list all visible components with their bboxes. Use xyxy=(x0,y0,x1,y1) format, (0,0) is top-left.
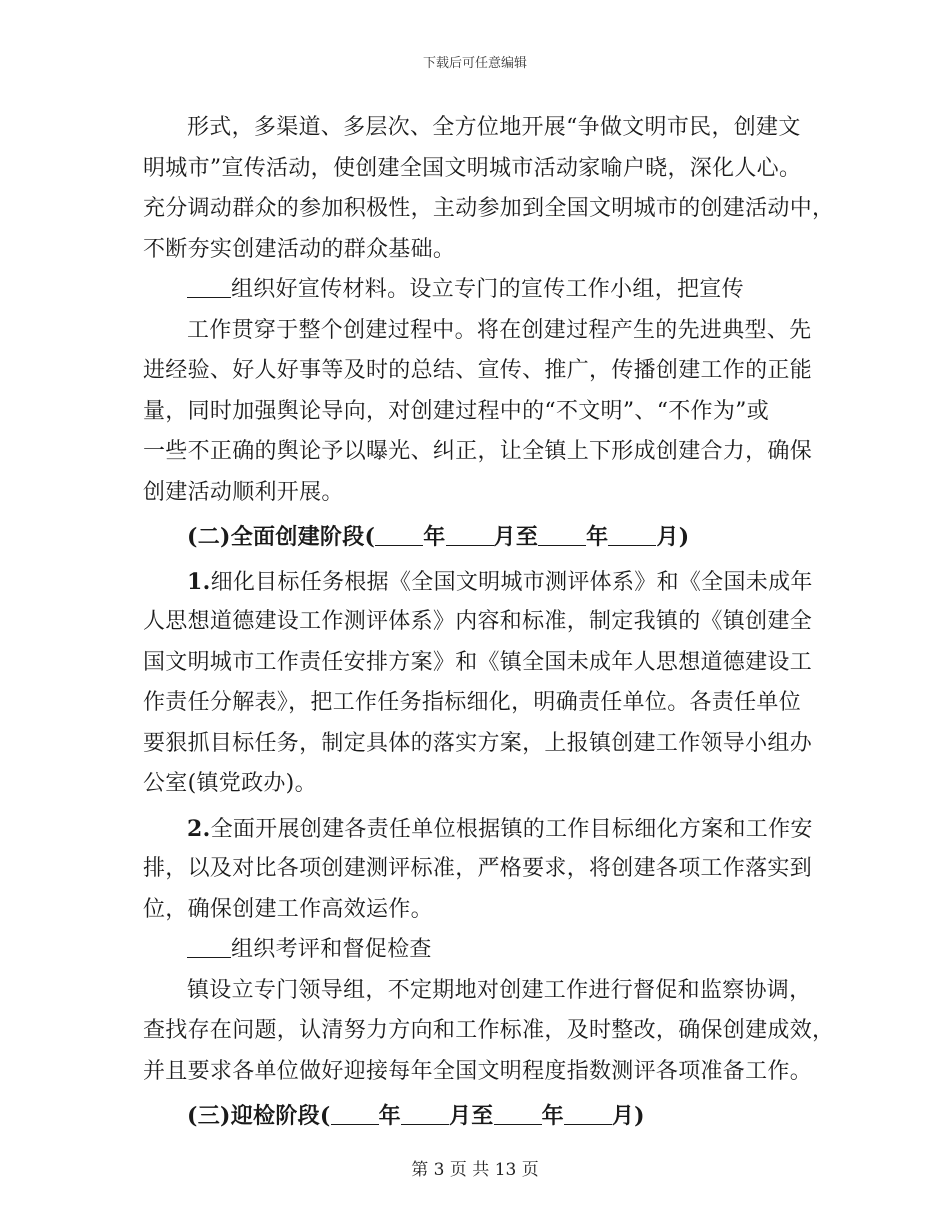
paragraph-text: 全面开展创建各责任单位根据镇的工作目标细化方案和工作安 xyxy=(210,816,813,842)
document-body xyxy=(143,108,835,1137)
paragraph-line: 一些不正确的舆论予以曝光、纠正，让全镇上下形成创建合力，确保 xyxy=(143,439,813,464)
paragraph-line: 形式，多渠道、多层次、全方位地开展“争做文明市民，创建文 xyxy=(187,115,801,140)
fill-in-blank xyxy=(538,523,586,546)
paragraph-line: 充分调动群众的参加积极性，主动参加到全国文明城市的创建活动中， xyxy=(143,196,835,221)
item-number: 1. xyxy=(187,568,211,595)
fill-in-blank xyxy=(401,1102,449,1125)
fill-in-blank xyxy=(331,1102,379,1125)
heading-month-end: 月) xyxy=(611,1103,645,1129)
paragraph-line: 镇设立专门领导组，不定期地对创建工作进行督促和监察协调， xyxy=(187,977,812,1003)
fill-in-blank xyxy=(608,523,656,546)
fill-in-blank xyxy=(494,1102,542,1125)
paragraph-text: 组织考评和督促检查 xyxy=(231,937,432,962)
heading-prefix: (二)全面创建阶段( xyxy=(187,524,376,550)
paragraph-text: 细化目标任务根据《全国文明城市测评体系》和《全国未成年 xyxy=(210,569,813,595)
paragraph-line-numbered xyxy=(143,809,813,850)
paragraph-line: 查找存在问题，认清努力方向和工作标准，及时整改，确保创建成效， xyxy=(143,1018,835,1043)
paragraph-line: 并且要求各单位做好迎接每年全国文明程度指数测评各项准备工作。 xyxy=(143,1058,813,1084)
page-header: 下载后可任意编辑 xyxy=(422,56,527,71)
fill-in-blank xyxy=(446,523,494,546)
paragraph-line: 国文明城市工作责任安排方案》和《镇全国未成年人思想道德建设工 xyxy=(143,649,813,675)
heading-month-to: 月至 xyxy=(493,524,539,550)
heading-year: 年 xyxy=(586,524,609,550)
paragraph-line: 作责任分解表》，把工作任务指标细化，明确责任单位。各责任单位 xyxy=(143,690,802,715)
fill-in-blank xyxy=(187,275,231,298)
paragraph-line: 工作贯穿于整个创建过程中。将在创建过程产生的先进典型、先 xyxy=(187,317,812,343)
fill-in-blank xyxy=(187,935,231,958)
page-footer: 第 3 页 共 13 页 xyxy=(411,1160,539,1180)
paragraph-line: 量，同时加强舆论导向，对创建过程中的“不文明”、“不作为”或 xyxy=(143,398,769,424)
paragraph-line-with-blank xyxy=(143,270,813,311)
paragraph-line: 公室(镇党政办)。 xyxy=(143,771,317,796)
heading-year: 年 xyxy=(423,524,446,550)
fill-in-blank xyxy=(375,523,423,546)
paragraph-line: 要狠抓目标任务，制定具体的落实方案，上报镇创建工作领导小组办 xyxy=(143,730,813,756)
heading-year: 年 xyxy=(378,1103,401,1129)
section-heading-stage3 xyxy=(143,1096,813,1137)
heading-month-end: 月) xyxy=(656,524,690,550)
item-number: 2. xyxy=(187,815,211,842)
heading-year: 年 xyxy=(541,1103,564,1129)
paragraph-line: 位，确保创建工作高效运作。 xyxy=(143,896,433,922)
paragraph-line-with-blank xyxy=(143,930,813,971)
paragraph-line: 进经验、好人好事等及时的总结、宣传、推广，传播创建工作的正能 xyxy=(143,358,813,383)
paragraph-line: 排，以及对比各项创建测评标准，严格要求，将创建各项工作落实到 xyxy=(143,856,813,881)
heading-month-to: 月至 xyxy=(448,1103,494,1129)
paragraph-line: 创建活动顺利开展。 xyxy=(143,479,344,505)
paragraph-line: 人思想道德建设工作测评体系》内容和标准，制定我镇的《镇创建全 xyxy=(143,609,813,634)
paragraph-text: 组织好宣传材料。设立专门的宣传工作小组，把宣传 xyxy=(231,277,744,302)
paragraph-line: 明城市”宣传活动，使创建全国文明城市活动家喻户晓，深化人心。 xyxy=(143,155,802,181)
paragraph-line-numbered xyxy=(143,562,813,603)
section-heading-stage2 xyxy=(143,517,813,558)
paragraph-line: 不断夯实创建活动的群众基础。 xyxy=(143,236,456,262)
fill-in-blank xyxy=(564,1102,612,1125)
heading-prefix: (三)迎检阶段( xyxy=(187,1103,331,1129)
